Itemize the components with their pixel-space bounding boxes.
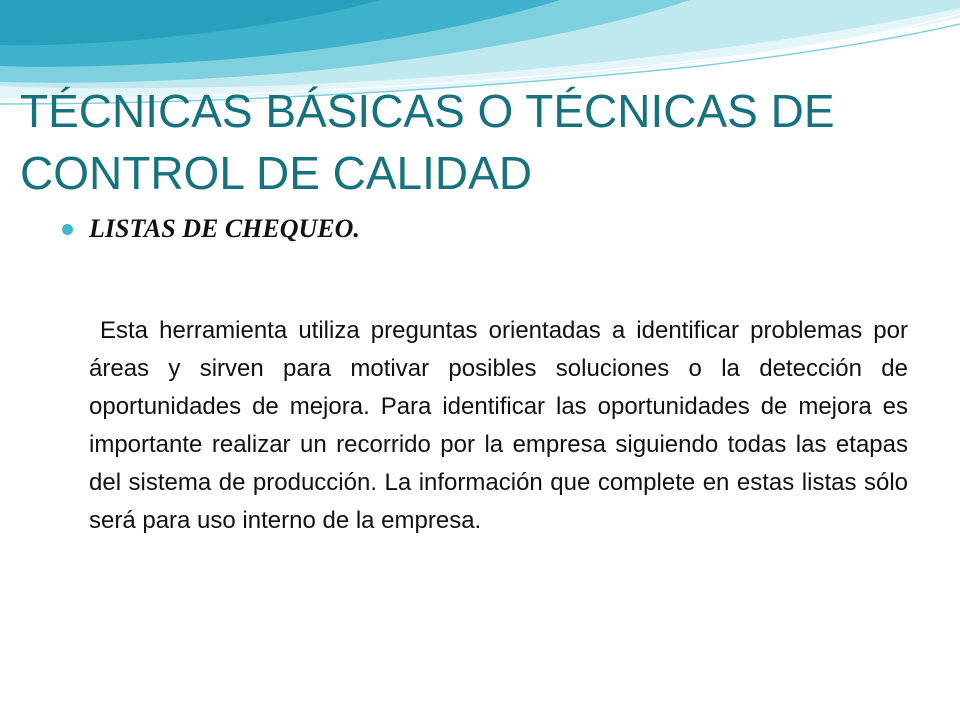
body-paragraph: Esta herramienta utiliza preguntas orientadas a identificar problemas por áreas y sirven para motivar posibles soluciones o la detección de oportunidades de mejora. Para identificar las oportunidades de mejora es importante realizar un recorrido por la empresa siguiendo todas las etapas del sistema de producción. La información que complete en estas listas sólo será para uso interno de la empresa.: [89, 317, 908, 534]
slide-title: TÉCNICAS BÁSICAS O TÉCNICAS DE CONTROL DE CALIDAD: [20, 85, 835, 199]
bullet-item: [62, 210, 360, 248]
bullet-dot-icon: [62, 224, 73, 235]
bullet-heading: LISTAS DE CHEQUEO.: [89, 214, 360, 243]
